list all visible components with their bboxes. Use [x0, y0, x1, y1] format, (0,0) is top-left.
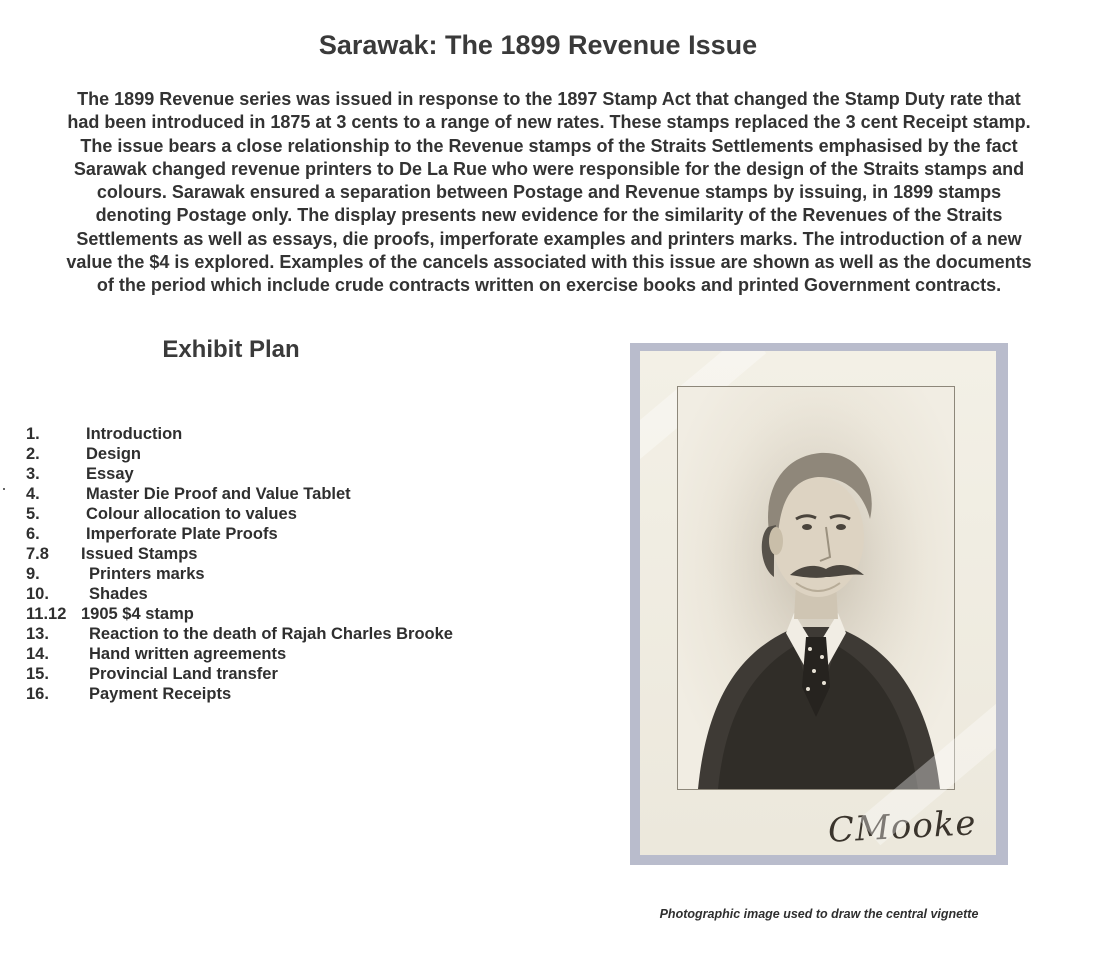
plan-item-label: Issued Stamps — [81, 545, 198, 563]
plan-item-label: Payment Receipts — [89, 685, 232, 703]
plan-item-label: Printers marks — [89, 565, 205, 583]
intro-line: denoting Postage only. The display presents new evidence for the similarity of the Revenues of the Straits — [95, 205, 1003, 226]
plan-item-label: Design — [86, 445, 142, 463]
plan-item — [26, 444, 453, 464]
plan-item-label: Provincial Land transfer — [89, 665, 278, 683]
plan-item-number: 7.8 — [26, 545, 49, 563]
plan-item — [26, 564, 453, 584]
plan-item — [26, 604, 453, 624]
plan-item-number: 15. — [26, 665, 49, 683]
plan-item-number: 16. — [26, 685, 49, 703]
intro-line: The issue bears a close relationship to the Revenue stamps of the Straits Settlements emphasised by the fact — [80, 135, 1018, 156]
plan-item — [26, 584, 453, 604]
plan-item-number: 14. — [26, 645, 49, 663]
intro-line: of the period which include crude contracts written on exercise books and printed Government contracts. — [96, 275, 1002, 296]
plan-item — [26, 524, 453, 544]
intro-line: The 1899 Revenue series was issued in response to the 1897 Stamp Act that changed the Stamp Duty rate that — [77, 89, 1021, 109]
intro-line: value the $4 is explored. Examples of the cancels associated with this issue are shown as well as the documents — [66, 252, 1032, 273]
plan-item — [26, 504, 453, 524]
plan-item-label: Reaction to the death of Rajah Charles Brooke — [89, 625, 453, 643]
plan-item — [26, 624, 453, 644]
intro-line: Sarawak changed revenue printers to De La Rue who were responsible for the design of the Straits stamps and — [73, 158, 1025, 179]
plan-item-number: 10. — [26, 585, 49, 603]
plan-item-number: 4. — [26, 485, 40, 503]
plan-item-number: 5. — [26, 505, 40, 523]
plan-item-label: Essay — [86, 465, 134, 483]
plan-item-label: Hand written agreements — [89, 645, 287, 663]
intro-line: had been introduced in 1875 at 3 cents to a range of new rates. These stamps replaced the 3 cent Receipt stamp. — [67, 112, 1031, 133]
plan-item — [26, 664, 453, 684]
exhibit-plan-list — [26, 424, 453, 704]
plan-item-number: 3. — [26, 465, 40, 483]
plan-item — [26, 424, 453, 444]
portrait-image — [678, 387, 954, 789]
photo-caption: Photographic image used to draw the central vignette — [659, 907, 979, 921]
intro-paragraph — [6, 88, 1092, 298]
intro-line: Settlements as well as essays, die proofs, imperforate examples and printers marks. The introduction of a new — [76, 228, 1022, 249]
plan-item-label: Introduction — [86, 425, 183, 443]
plan-item-label: 1905 $4 stamp — [81, 605, 194, 623]
plan-item-label: Master Die Proof and Value Tablet — [86, 485, 351, 503]
handwritten-signature: CMooke — [826, 803, 977, 851]
plan-item-number: 1. — [26, 425, 40, 443]
plan-item-label: Imperforate Plate Proofs — [86, 525, 278, 543]
stray-mark — [3, 488, 5, 490]
plan-item — [26, 684, 453, 704]
photo-card — [640, 351, 996, 855]
plan-item — [26, 484, 453, 504]
photo-mount — [630, 343, 1008, 865]
plan-item-number: 13. — [26, 625, 49, 643]
exhibit-plan-heading: Exhibit Plan — [162, 336, 300, 363]
page-title: Sarawak: The 1899 Revenue Issue — [318, 30, 758, 60]
plan-item-number: 2. — [26, 445, 40, 463]
plan-item — [26, 644, 453, 664]
plan-item — [26, 464, 453, 484]
plan-item-number: 11.12 — [26, 605, 67, 623]
intro-line: colours. Sarawak ensured a separation between Postage and Revenue stamps by issuing, in 1899 stamps — [96, 182, 1002, 203]
portrait-photograph — [677, 386, 955, 790]
plan-item-label: Shades — [89, 585, 148, 603]
plan-item-label: Colour allocation to values — [86, 505, 297, 523]
plan-item-number: 6. — [26, 525, 40, 543]
plan-item — [26, 544, 453, 564]
plan-item-number: 9. — [26, 565, 40, 583]
